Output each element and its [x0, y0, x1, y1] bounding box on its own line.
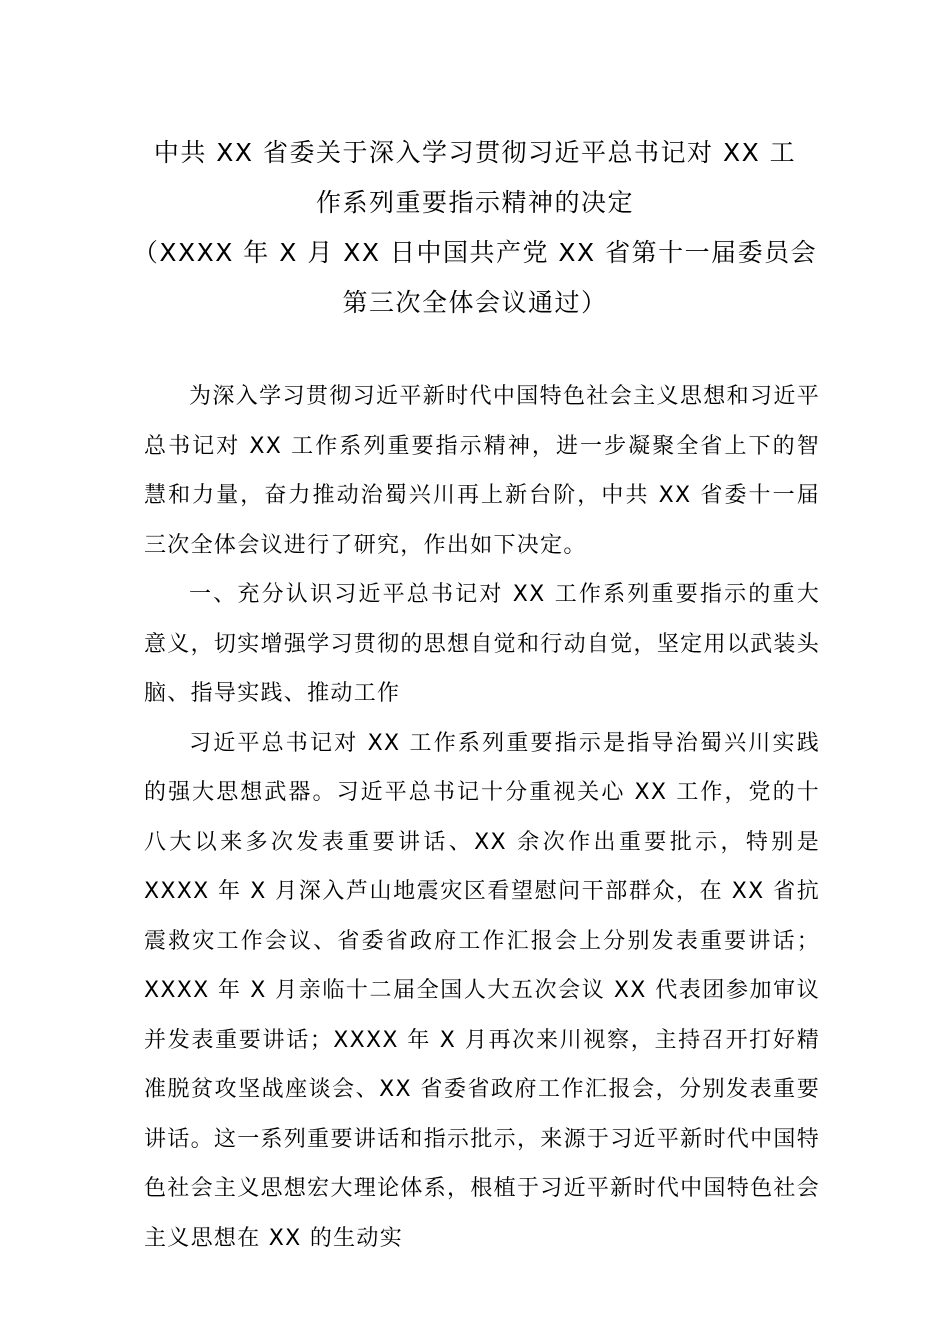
- title-line-2: 作系列重要指示精神的决定: [315, 188, 634, 217]
- paragraph-intro: 为深入学习贯彻习近平新时代中国特色社会主义思想和习近平总书记对 XX 工作系列重要指示精神，进一步凝聚全省上下的智慧和力量，奋力推动治蜀兴川再上新台阶，中共 XX 省委十一届三次全体会议进行了研究，作出如下决定。: [144, 384, 820, 558]
- paragraph-section-1: 习近平总书记对 XX 工作系列重要指示是指导治蜀兴川实践的强大思想武器。习近平总书记十分重视关心 XX 工作，党的十八大以来多次发表重要讲话、XX 余次作出重要批示，特别是 XXXX 年 X 月深入芦山地震灾区看望慰问干部群众，在 XX 省抗震救灾工作会议、省委省政府工作汇报会上分别发表重要讲话；XXXX 年 X 月亲临十二届全国人大五次会议 XX 代表团参加审议并发表重要讲话；XXXX 年 X 月再次来川视察，主持召开打好精准脱贫攻坚战座谈会、XX 省委省政府工作汇报会，分别发表重要讲话。这一系列重要讲话和指示批示，来源于习近平新时代中国特色社会主义思想宏大理论体系，根植于习近平新时代中国特色社会主义思想在 XX 的生动实: [144, 730, 820, 1251]
- title-line-1: 中共 XX 省委关于深入学习贯彻习近平总书记对 XX 工: [153, 138, 797, 167]
- document-title: [120, 128, 830, 328]
- subtitle-line-2: 第三次全体会议通过）: [342, 288, 608, 317]
- subtitle-line-1: （XXXX 年 X 月 XX 日中国共产党 XX 省第十一届委员会: [132, 238, 818, 267]
- document-body: [144, 372, 820, 1263]
- section-heading-1: 一、充分认识习近平总书记对 XX 工作系列重要指示的重大意义，切实增强学习贯彻的思想自觉和行动自觉，坚定用以武装头脑、指导实践、推动工作: [144, 582, 820, 706]
